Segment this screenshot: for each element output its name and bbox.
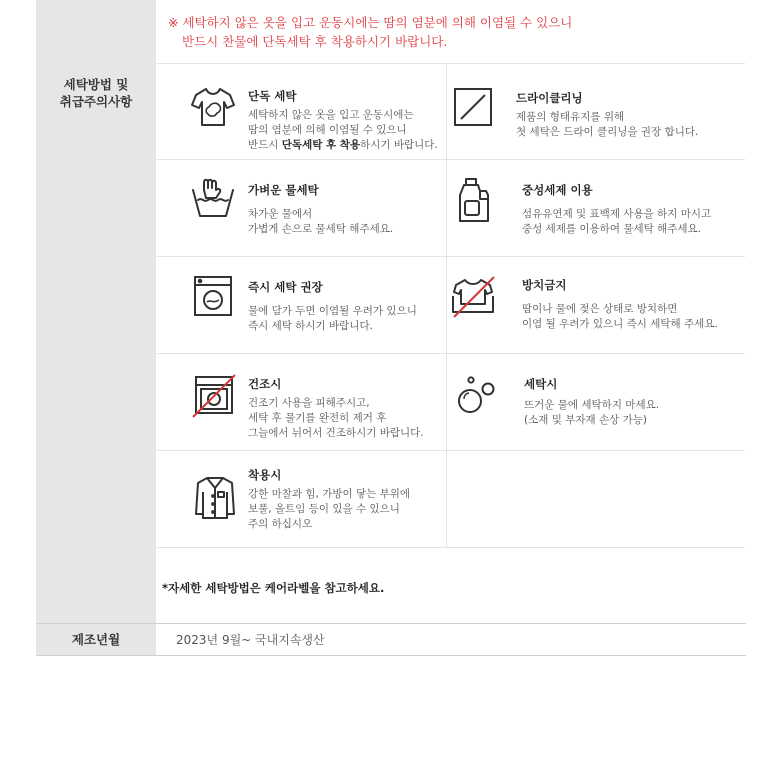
cell-desc-when-wearing: 강한 마찰과 힘, 가방이 닿는 부위에 보풀, 올트임 등이 있을 수 있으니 주의 하십시오 — [248, 488, 411, 530]
cell-title-drying: 건조시 — [248, 377, 282, 391]
grid-line — [157, 159, 745, 160]
detergent-icon — [452, 177, 498, 223]
cell-desc-drying: 건조기 사용을 피해주시고, 세탁 후 물기를 완전히 제거 후 그늘에서 뉘어서 건조하시기 바랍니다. — [248, 397, 424, 439]
table-bottom-border — [36, 655, 746, 656]
cell-desc-no-leaving: 땀이나 물에 젖은 상태로 방치하면 이염 될 우려가 있으니 즉시 세탁해 주세요. — [522, 303, 718, 330]
care-label-note: *자세한 세탁방법은 케어라벨을 참고하세요. — [162, 581, 385, 595]
table-divider — [36, 623, 746, 624]
cell-desc-hand-wash: 차가운 물에서 가볍게 손으로 물세탁 해주세요. — [248, 208, 394, 235]
grid-column-line — [446, 64, 447, 547]
cell-title-hand-wash: 가벼운 물세탁 — [248, 183, 319, 197]
care-label-cell — [36, 0, 156, 624]
cell-title-dry-clean: 드라이클리닝 — [516, 91, 583, 105]
cell-title-when-washing: 세탁시 — [524, 377, 558, 391]
dry-clean-icon — [451, 85, 497, 131]
washing-machine-icon — [190, 274, 236, 320]
hand-wash-icon — [190, 176, 236, 222]
grid-line — [157, 63, 745, 64]
warning-line1: ※ 세탁하지 않은 옷을 입고 운동시에는 땀의 염분에 의해 이염될 수 있으니 — [168, 15, 573, 30]
cell-desc-when-washing: 뜨거운 물에 세탁하지 마세요. (소재 및 부자재 손상 가능) — [524, 399, 660, 426]
tshirt-icon — [190, 83, 236, 129]
cell-title-neutral-detergent: 중성세제 이용 — [522, 183, 593, 197]
manufacture-label: 제조년월 — [71, 632, 121, 647]
warning-line2: 반드시 찬물에 단독세탁 후 착용하시기 바랍니다. — [182, 34, 448, 49]
care-label-line1: 세탁방법 및 — [63, 77, 129, 92]
grid-line — [157, 450, 745, 451]
grid-line — [157, 547, 745, 548]
shirt-icon — [192, 474, 238, 520]
cell-title-wash-immediately: 즉시 세탁 권장 — [248, 280, 323, 294]
cell-title-solo-wash: 단독 세탁 — [248, 89, 297, 103]
grid-line — [157, 353, 745, 354]
no-tumble-dry-icon — [191, 373, 237, 419]
cell-desc-solo-wash: 세탁하지 않은 옷을 입고 운동시에는 땀의 염분에 의해 이염될 수 있으니 반드시 단독세탁 후 착용하시기 바랍니다. — [248, 109, 438, 151]
manufacture-value: 2023년 9월~ 국내지속생산 — [176, 633, 325, 647]
cell-desc-neutral-detergent: 섬유유연제 및 표백제 사용을 하지 마시고 중성 세제를 이용하여 물세탁 해주세요. — [522, 208, 712, 235]
cell-desc-dry-clean: 제품의 형태유지를 위해 첫 세탁은 드라이 클리닝을 권장 합니다. — [516, 111, 699, 138]
no-soaking-icon — [450, 274, 496, 320]
cell-desc-wash-immediately: 물에 담가 두면 이염될 우려가 있으니 즉시 세탁 하시기 바랍니다. — [248, 305, 417, 332]
cell-title-when-wearing: 착용시 — [248, 468, 282, 482]
manufacture-label-cell — [36, 624, 156, 655]
cell-title-no-leaving: 방치금지 — [522, 278, 567, 292]
care-label-line2: 취급주의사항 — [59, 94, 133, 109]
bubbles-icon — [456, 373, 502, 419]
grid-line — [157, 256, 745, 257]
